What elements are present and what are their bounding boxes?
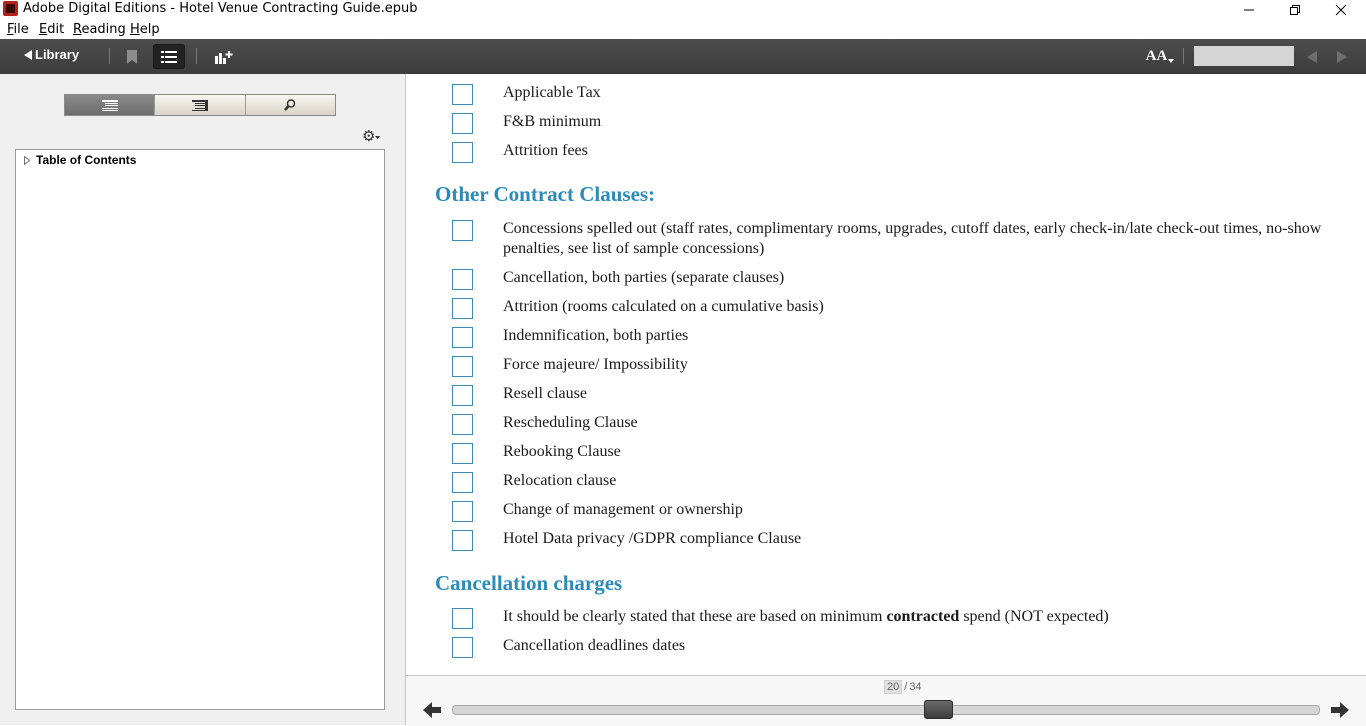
checklist-item bbox=[452, 607, 1109, 629]
checklist-item-text: Change of management or ownership bbox=[503, 501, 743, 518]
checklist-item bbox=[452, 384, 587, 406]
reading-pane bbox=[406, 74, 1366, 675]
toolbar-divider bbox=[109, 48, 110, 64]
chart-plus-icon bbox=[215, 50, 233, 64]
window-title: Adobe Digital Editions - Hotel Venue Contracting Guide.epub bbox=[23, 1, 418, 16]
checkbox[interactable] bbox=[452, 220, 473, 241]
checkbox[interactable] bbox=[452, 637, 473, 658]
library-button[interactable] bbox=[24, 47, 79, 62]
search-icon bbox=[284, 99, 296, 111]
checklist-item-text: F&B minimum bbox=[503, 113, 602, 130]
bookmark-button[interactable] bbox=[116, 44, 148, 69]
restore-button[interactable] bbox=[1272, 0, 1318, 19]
checklist-item-text: Applicable Tax bbox=[503, 84, 601, 101]
checklist-item bbox=[452, 442, 621, 464]
bookmark-icon bbox=[127, 50, 137, 64]
section-heading-clauses: Other Contract Clauses: bbox=[435, 182, 656, 206]
toolbar-divider bbox=[1183, 48, 1184, 64]
checklist-item bbox=[452, 83, 601, 105]
checklist-item bbox=[452, 413, 638, 435]
toc-view-button[interactable] bbox=[153, 44, 185, 69]
checklist-item-text: Indemnification, both parties bbox=[503, 327, 689, 344]
minimize-button[interactable] bbox=[1226, 0, 1272, 19]
font-size-icon: AA bbox=[1145, 48, 1168, 64]
menu-reading-label: eading bbox=[81, 22, 126, 37]
search-tab[interactable] bbox=[246, 95, 335, 115]
checklist-item-text: Concessions spelled out (staff rates, complimentary rooms, upgrades, cutoff dates, early check-in/late check-out times, no-show penalties, see list of sample concessions) bbox=[503, 220, 1322, 257]
menu-file-mnemonic: F bbox=[7, 22, 14, 37]
text-segment: It should be clearly stated that these are based on minimum bbox=[503, 608, 887, 625]
toolbar-divider bbox=[196, 48, 197, 64]
checkbox[interactable] bbox=[452, 327, 473, 348]
menu-file-label: ile bbox=[13, 22, 29, 37]
checklist-item-text: Cancellation deadlines dates bbox=[503, 637, 686, 654]
chevron-down-icon bbox=[1168, 59, 1174, 63]
current-page-number[interactable]: 20 bbox=[884, 680, 902, 694]
menu-edit-mnemonic: E bbox=[39, 22, 48, 37]
bold-text-segment: contracted bbox=[886, 608, 960, 625]
checkbox[interactable] bbox=[452, 472, 473, 493]
expand-triangle-icon[interactable] bbox=[24, 156, 30, 165]
toc-item-root[interactable] bbox=[24, 153, 136, 167]
total-pages: 34 bbox=[909, 681, 922, 693]
gear-icon: ⚙ bbox=[362, 128, 376, 145]
search-input[interactable] bbox=[1194, 46, 1294, 66]
previous-page-button[interactable] bbox=[422, 701, 442, 719]
toc-tab[interactable] bbox=[65, 95, 155, 115]
close-button[interactable] bbox=[1318, 0, 1364, 19]
arrow-right-icon bbox=[1331, 702, 1349, 718]
checklist-item bbox=[452, 219, 1322, 257]
search-next-button[interactable] bbox=[1326, 44, 1358, 69]
checklist-item bbox=[452, 268, 785, 290]
menu-help-mnemonic: H bbox=[130, 22, 140, 37]
page-separator: / bbox=[904, 681, 908, 693]
checklist-item bbox=[452, 636, 686, 658]
menu-bar bbox=[0, 19, 1366, 39]
adobe-digital-editions-icon bbox=[3, 1, 18, 16]
left-panel bbox=[0, 74, 406, 725]
checkbox[interactable] bbox=[452, 142, 473, 163]
next-page-button[interactable] bbox=[1330, 701, 1350, 719]
menu-reading-mnemonic: R bbox=[73, 22, 82, 37]
checklist-item-text: Hotel Data privacy /GDPR compliance Clause bbox=[503, 530, 802, 547]
toc-item-label: Table of Contents bbox=[36, 153, 137, 167]
menu-edit-label: dit bbox=[47, 22, 65, 37]
text-segment: spend (NOT expected) bbox=[959, 608, 1109, 625]
page-slider-track[interactable] bbox=[452, 705, 1320, 715]
toc-list-icon bbox=[102, 100, 118, 111]
page-navigation-bar bbox=[406, 675, 1366, 726]
checkbox[interactable] bbox=[452, 113, 473, 134]
checklist-item bbox=[452, 500, 743, 522]
checklist-item bbox=[452, 141, 588, 163]
settings-button[interactable] bbox=[362, 127, 380, 145]
checklist-item bbox=[452, 355, 688, 377]
annotations-tab[interactable] bbox=[155, 95, 245, 115]
title-bar bbox=[0, 0, 1366, 19]
checkbox[interactable] bbox=[452, 608, 473, 629]
page-indicator bbox=[884, 680, 922, 694]
panel-view-switcher bbox=[64, 94, 336, 116]
restore-icon bbox=[1289, 4, 1301, 16]
checklist-item-text bbox=[503, 607, 1109, 627]
checkbox[interactable] bbox=[452, 530, 473, 551]
checklist-item-text: Relocation clause bbox=[503, 472, 617, 489]
section-heading-cancellation: Cancellation charges bbox=[435, 571, 623, 595]
minimize-icon bbox=[1243, 4, 1255, 16]
checkbox[interactable] bbox=[452, 501, 473, 522]
checklist-item bbox=[452, 112, 602, 134]
toc-panel bbox=[15, 149, 385, 710]
checklist-item-text: Attrition (rooms calculated on a cumulative basis) bbox=[503, 298, 824, 315]
checkbox[interactable] bbox=[452, 443, 473, 464]
checklist-item-text: Force majeure/ Impossibility bbox=[503, 356, 688, 373]
checklist-item bbox=[452, 529, 802, 551]
checkbox[interactable] bbox=[452, 298, 473, 319]
triangle-left-icon bbox=[1307, 51, 1317, 63]
back-triangle-icon bbox=[24, 50, 32, 60]
checkbox[interactable] bbox=[452, 269, 473, 290]
font-size-button[interactable] bbox=[1144, 44, 1176, 69]
menu-edit[interactable] bbox=[39, 22, 64, 37]
page-slider-thumb[interactable] bbox=[924, 700, 953, 719]
toolbar bbox=[0, 39, 1366, 74]
checklist-item bbox=[452, 471, 617, 493]
menu-file[interactable] bbox=[7, 22, 29, 37]
chart-add-button[interactable] bbox=[208, 44, 240, 69]
close-icon bbox=[1335, 4, 1347, 16]
arrow-left-icon bbox=[423, 702, 441, 718]
checkbox[interactable] bbox=[452, 356, 473, 377]
annotations-list-icon bbox=[192, 100, 208, 111]
checkbox[interactable] bbox=[452, 385, 473, 406]
search-previous-button[interactable] bbox=[1296, 44, 1328, 69]
menu-help[interactable] bbox=[130, 22, 160, 37]
checkbox[interactable] bbox=[452, 414, 473, 435]
checklist-item-text: Rescheduling Clause bbox=[503, 414, 638, 431]
checklist-item-text: Rebooking Clause bbox=[503, 443, 621, 460]
checkbox[interactable] bbox=[452, 84, 473, 105]
menu-reading[interactable] bbox=[73, 22, 126, 37]
checklist-item-text: Attrition fees bbox=[503, 142, 588, 159]
checklist-item bbox=[452, 326, 689, 348]
list-icon bbox=[161, 51, 177, 63]
menu-help-label: elp bbox=[139, 22, 160, 37]
triangle-right-icon bbox=[1337, 51, 1347, 63]
checklist-item-text: Resell clause bbox=[503, 385, 587, 402]
chevron-down-icon bbox=[375, 136, 380, 139]
checklist-item-text: Cancellation, both parties (separate clauses) bbox=[503, 269, 785, 286]
checklist-item bbox=[452, 297, 824, 319]
library-label: Library bbox=[35, 47, 80, 62]
